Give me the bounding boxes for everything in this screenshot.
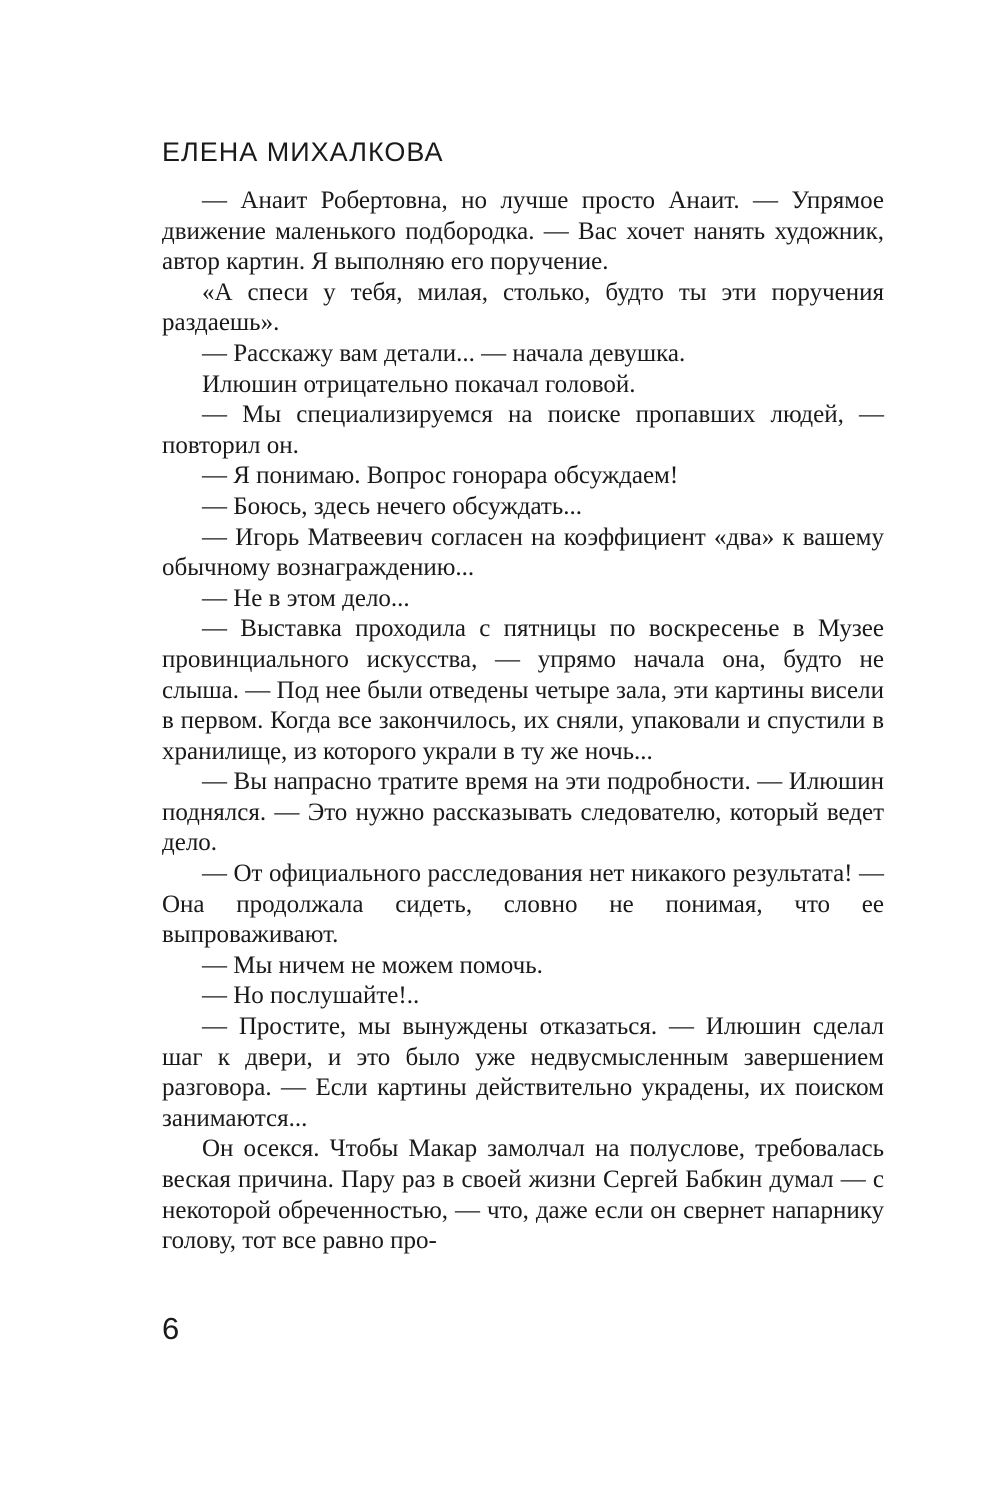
paragraph: — Мы специализируемся на поиске пропавших людей, — повторил он. xyxy=(162,401,884,459)
paragraph: — Простите, мы вынуждены отказаться. — Илюшин сделал шаг к двери, и это было уже недвусмысленным завершением разговора. — Если картины действительно украдены, их поиском занимаются... xyxy=(162,1013,884,1132)
page-number: 6 xyxy=(162,1311,180,1346)
paragraph: — Боюсь, здесь нечего обсуждать... xyxy=(202,492,582,520)
running-header-author: ЕЛЕНА МИХАЛКОВА xyxy=(162,137,444,167)
body-text xyxy=(162,186,884,1257)
paragraph: — Анаит Робертовна, но лучше просто Анаит. — Упрямое движение маленького подбородка. — Вас хочет нанять художник, автор картин. Я выполняю его поручение. xyxy=(162,187,884,276)
paragraph: Он осекся. Чтобы Макар замолчал на полуслове, требовалась веская причина. Пару раз в своей жизни Сергей Бабкин думал — с некоторой обреченностью, — что, даже если он свернет напарнику голову, тот все равно про- xyxy=(162,1135,884,1255)
paragraph: — От официального расследования нет никакого результата! — Она продолжала сидеть, словно не понимая, что ее выпроваживают. xyxy=(162,860,884,949)
paragraph: — Я понимаю. Вопрос гонорара обсуждаем! xyxy=(202,462,679,490)
paragraph: Илюшин отрицательно покачал головой. xyxy=(202,370,636,398)
paragraph: — Выставка проходила с пятницы по воскресенье в Музее провинциального искусства, — упрямо начала она, будто не слыша. — Под нее были отведены четыре зала, эти картины висели в первом. Когда все закончилось, их сняли, упаковали и спустили в хранилище, из которого украли в ту же ночь... xyxy=(162,615,884,765)
paragraph: — Мы ничем не можем помочь. xyxy=(202,951,543,979)
paragraph: — Игорь Матвеевич согласен на коэффициент «два» к вашему обычному вознаграждению... xyxy=(162,523,884,582)
paragraph: — Но послушайте!.. xyxy=(202,982,420,1010)
paragraph: — Расскажу вам детали... — начала девушка. xyxy=(202,339,686,367)
paragraph: — Вы напрасно тратите время на эти подробности. — Илюшин поднялся. — Это нужно рассказывать следователю, который ведет дело. xyxy=(162,768,884,857)
paragraph: «А спеси у тебя, милая, столько, будто ты эти поручения раздаешь». xyxy=(162,278,884,337)
paragraph: — Не в этом дело... xyxy=(202,584,410,612)
